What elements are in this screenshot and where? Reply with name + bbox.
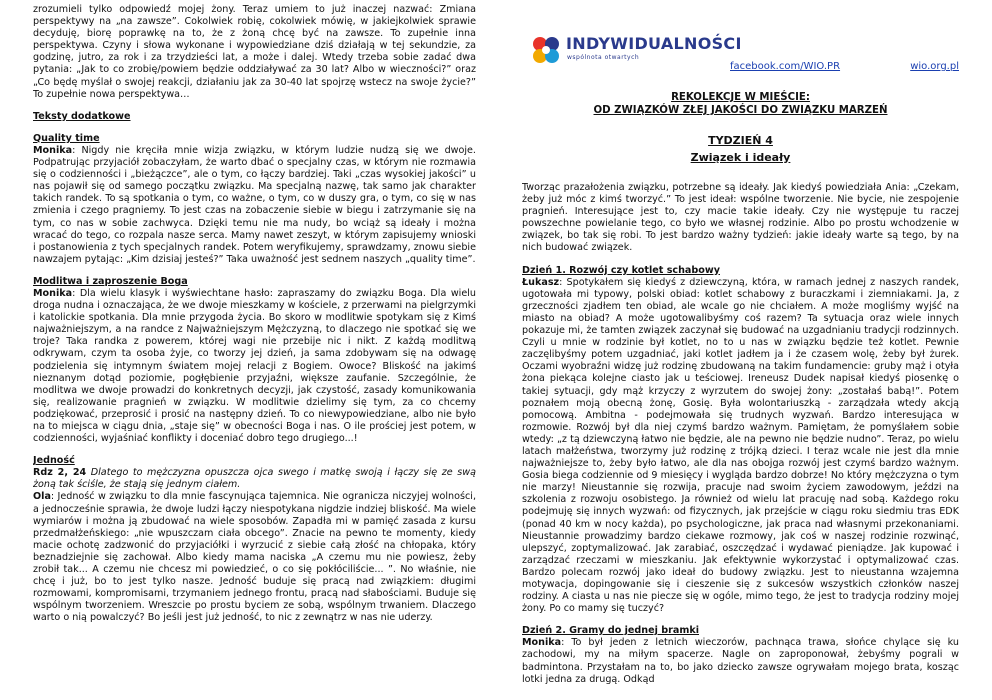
speaker-name: Monika: [522, 637, 562, 649]
bible-reference: Rdz 2, 24: [33, 467, 87, 479]
prayer-heading: Modlitwa i zaproszenie Boga: [33, 275, 188, 287]
facebook-link[interactable]: facebook.com/WIO.PR: [730, 61, 841, 72]
quality-time-paragraph: [33, 145, 476, 266]
day2-heading: Dzień 2. Gramy do jednej bramki: [522, 625, 700, 637]
page-header: [522, 0, 959, 72]
day1-paragraph: [522, 277, 959, 616]
paragraph-text: : To był jeden z letnich wieczorów, pachnąca trawa, słońce chylące się ku zachodowi, my na miłym spacerze. Nagle on zaproponował, żebyśmy pograli w badmintona. Przystałam na to, bo jako dziecko zawsze ogrywałam mojego brata, kosząc lotki jedna za drugą. Odkąd: [522, 637, 959, 685]
day2-paragraph: [522, 637, 959, 685]
left-column: [33, 0, 476, 700]
unity-paragraph: [33, 491, 476, 624]
bible-quote-text: Dlatego to mężczyzna opuszcza ojca swego i matkę swoją i łączy się ze swą żoną tak ściśle, że stają się jednym ciałem.: [33, 467, 476, 491]
speaker-name: Ola: [33, 491, 51, 503]
right-column: [522, 0, 959, 700]
bible-quote: [33, 467, 476, 491]
unity-heading: Jedność: [33, 455, 75, 467]
speaker-name: Monika: [33, 144, 73, 156]
retreat-subtitle: OD ZWIĄZKÓW ZŁEJ JAKOŚCI DO ZWIĄZKU MARZEŃ: [593, 105, 888, 116]
speaker-name: Monika: [33, 287, 73, 299]
paragraph-text: : Dla wielu klasyk i wyświechtane hasło: zapraszamy do związku Boga. Dla wielu droga nudna i oznaczająca, że we dwoje mieszkamy w kościele, z przerwami na pielgrzymki i katolickie spotkania. Dla mnie przygoda życia. Bo skoro w modlitwie spotykam się z Kimś najważniejszym, a na randce z Najważniejszym Mężczyzną, to dlaczego nie spotkać się we troje? Taka randka z powerem, której wagi nie przebije nic i nikt. Z każdą modlitwą odkrywam, czym ta osoba żyje, co tworzy jej dzień, ja sama zdobywam się na odwagę podzielenia się intymnym światem mojej relacji z Bogiem. Owoce? Bliskość na jakimś nieznanym dotąd poziomie, pogłębienie przyjaźni, większe zaufanie. Szczególnie, że modlitwa we dwoje prowadzi do konkretnych decyzji, jak czystość, zasady komunikowania się, realizowanie pragnień w związku. W modlitwie dzielimy się tym, za co chcemy podziękować, przeprosić i prosić na następny dzień. To co niewypowiedziane, albo nie było na to miejsca w ciągu dnia, „staje się” w obecności Boga i nas. O ile prościej jest potem, w codzienności, wyjaśniać konflikty i doceniać dobro tego drugiego...!: [33, 287, 476, 445]
week-subtitle: Związek i ideały: [690, 151, 791, 164]
prayer-paragraph: [33, 288, 476, 445]
intro-paragraph: zrozumieli tylko odpowiedź mojej żony. Teraz umiem to już inaczej nazwać: Zmiana perspektywy na „na zawsze”. Cokolwiek robię, cokolwiek mówię, w jakiejkolwiek sprawie decyduję, biorę poprawkę na to, że z żoną chcę być na zawsze. To zupełnie inna perspektywa. Czyny i słowa wykonane i wypowiedziane dziś działają w tej sekundzie, za godzinę, jutro, za rok i za trzydzieści lat, a może i dalej. Wtedy trzeba sobie zadać dwa pytania: „Jak to co zrobię/powiem będzie oddziaływać za 30 lat? Albo w wieczności?” oraz „Co będę myślał o swojej reakcji, działaniu jak za 30-40 lat spojrzę wstecz na swoje życie?” To zupełnie nowa perspektywa…: [33, 4, 476, 100]
week-intro-paragraph: Tworząc prazałożenia związku, potrzebne są ideały. Jak kiedyś powiedziała Ania: „Czekam, żeby już móc z kimś tworzyć.” To jest ideał: wspólne tworzenie. Nie bycie, nie zespojenie pragnień. Interesujące jest to, czy macie takie ideały. Czy nie występuje tu raczej powszechne powielanie tego, co było we własnej rodzinie. Albo po prostu wchodzenie w związek, bo tak się robi. To jest bardzo ważny tydzień: jakie ideały warte są tego, by na nich budować związek.: [522, 182, 959, 254]
website-link[interactable]: wio.org.pl: [910, 61, 959, 72]
wio-logo: [530, 34, 742, 66]
paragraph-text: : Nigdy nie kręciła mnie wizja związku, w którym ludzie nudzą się we dwoje. Podpatrując przyjaciół zobaczyłam, że warto dbać o specjalny czas, w którym nie rozmawia się o codzienności i „bieżączce”, ale o tym, co łączy bardziej. Taki „czas wysokiej jakości” u nas pojawił się od samego początku związku. Ma specjalną nazwę, tak samo jak charakter takich randek. To są spotkania o tym, co ważne, o tym, co w duszy gra, o tym, co się w nas zmienia i czego pragniemy. To jest czas na zobaczenie siebie w biegu i zatrzymanie się na tym, co nas w sobie zachwyca. Dzięki temu nie ma nudy, bo wciąż są ideały i można wracać do tego, co rozpala nasze serca. Mamy nawet zeszyt, w którym zapisujemy wnioski i postanowienia z tych specjalnych randek. Potem weryfikujemy, sprawdzamy, znowu siebie nawzajem pytając: „Kim dzisiaj jesteś?” Taka uważność jest sednem naszych „quality time”.: [33, 144, 476, 265]
paragraph-text: : Spotykałem się kiedyś z dziewczyną, która, w ramach jednej z naszych randek, ugotowała mi typowy, polski obiad: kotlet schabowy z buraczkami i ziemniakami. Ja, z grzeczności zjadłem ten obiad, ale wcale go nie chciałem. A może mogliśmy wyjść na miasto na obiad? A może ugotowalibyśmy coś razem? Ta sytuacja oraz wiele innych pokazuje mi, że tamten związek zaczynał się budować na uzgadnianiu tradycji rodzinnych. Czyli u mnie w rodzinie był kotlet, no to u nas w związku będzie też kotlet. Pewnie zaczęlibyśmy potem uzgadniać, jaki kotlet jadłem ja i że czasem wolę, żeby był żurek. Oczami wyobraźni widzę już rodzinę zbudowaną na takim fundamencie: gruby mąż i otyła żona piekąca kolejne ciasto jak u teściowej. Ireneusz Dudek napisał kiedyś piosenkę o takiej sytuacji, gdy mąż krzyczy z wyrzutem do swojej żony: „zostałaś babą!”. Potem poznałem moją obecną żonę, Gosię. Była wolontariuszką - zarządzała wtedy akcją pomocową. Ambitna - podejmowała się trudnych wyzwań. Bardzo interesująca w rozmowie. Rozwój był dla niej czymś bardzo ważnym. Pamiętam, że pomyślałem sobie wtedy: „z tą dziewczyną łatwo nie będzie, ale na pewno nie będzie nudno”. Teraz, po wielu latach małżeństwa, tworzymy już rodzinę z trójką dzieci. I teraz wcale nie jest dla mnie najważniejsze to, żeby było łatwo, ale dla nas obojga rozwój jest czymś bardzo ważnym. Gosia biega codziennie od 9 miesięcy i wygląda bardzo dobrze! No który mężczyzna o tym nie marzy! Nieustannie się rozwija, pracuje nad swoim życiem zawodowym, jeździ na szkolenia z rozwoju osobistego. Ja również od wielu lat pracuję nad sobą. Każdego roku podejmuję się innych wyzwań: od fizycznych, jak przejście w ciągu roku siedmiu tras EDK (ponad 40 km w nocy każda), po psychologiczne, jak praca nad własnymi przekonaniami. Nieustannie prowadzimy bardzo ciekawe rozmowy, jak coś w naszej rodzinie rozwinąć, ulepszyć, zoptymalizować. Jak zarabiać, oszczędzać i wydawać pieniądze. Jak kupować i zarządzać rzeczami w mieszkaniu. Jak efektywnie wykorzystać i optymalizować czas. Bardzo polecam rozwój jako ideał do budowy związku. Jest to nieustanna wzajemna motywacja, dopingowanie się i cieszenie się z sukcesów wszystkich członków naszej rodziny. A ciasta u nas nie piecze się w ogóle, mimo tego, że jest to tradycja rodziny mojej żony. Po co mamy się tuczyć?: [522, 276, 959, 615]
week-title: TYDZIEŃ 4: [708, 134, 773, 147]
logo-name: INDYWIDUALNOŚCI: [566, 33, 742, 53]
quality-time-heading: Quality time: [33, 132, 100, 144]
logo-tagline: wspólnota otwartych: [567, 53, 640, 61]
paragraph-text: : Jedność w związku to dla mnie fascynująca tajemnica. Nie ogranicza niczyjej wolności, a jednocześnie sprawia, że dwoje ludzi łączy niespotykana nigdzie indziej bliskość. Ma wiele wymiarów i można ją zbudować na wiele sposobów. Zapadła mi w pamięć zasada z kursu przedmałżeńskiego: „nie wpuszczam ciała obcego”. Znacie na pewno te momenty, kiedy macie ochotę zadzwonić do przyjaciółki i wyrzucić z siebie całą złość na chłopaka, który beznadziejnie się zachował. Albo kiedy mama naciska „A czemu mu nie powiesz, żeby zrobił tak... A czemu nie chcesz mi powiedzieć, o co się pokłóciliście... ”. No właśnie, nie chcę i już, bo to jest tylko nasze. Jedność buduje się pracą nad związkiem: długimi rozmowami, kompromisami, trzymaniem jednego frontu, pracą nad słabościami. Buduje się wspólnym tworzeniem. Wreszcie po prostu byciem ze sobą, wspólnym trwaniem. Dlaczego warto o nią powalczyć? Bo jeśli jest już jedność, to nic z zewnątrz w nas nie uderzy.: [33, 491, 476, 624]
retreat-title: REKOLEKCJE W MIEŚCIE:: [671, 92, 810, 103]
speaker-name: Łukasz: [522, 276, 560, 288]
day1-heading: Dzień 1. Rozwój czy kotlet schabowy: [522, 264, 720, 276]
extra-texts-heading: Teksty dodatkowe: [33, 110, 131, 122]
wio-logo-icon: [530, 34, 562, 66]
